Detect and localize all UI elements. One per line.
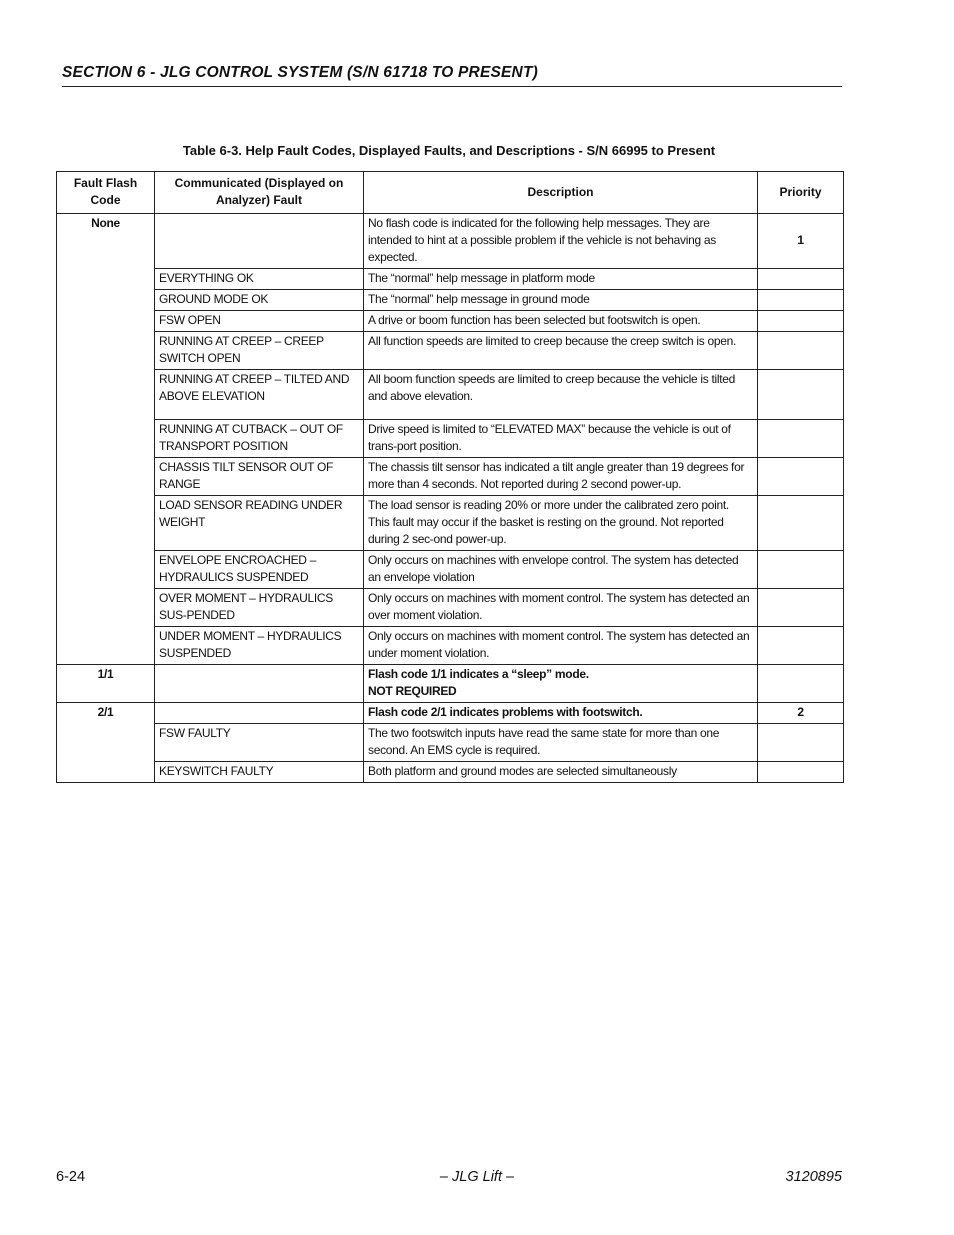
- table-row: [57, 458, 844, 496]
- description-cell: The “normal” help message in ground mode: [364, 290, 758, 311]
- description-cell: The chassis tilt sensor has indicated a tilt angle greater than 19 degrees for more than 4 seconds. Not reported during 2 second power-up.: [364, 458, 758, 496]
- priority-cell: [758, 458, 844, 496]
- fault-cell: FSW FAULTY: [155, 724, 364, 762]
- priority-cell: [758, 551, 844, 589]
- flash-code-cell: 1/1: [57, 665, 155, 703]
- fault-code-table: [56, 171, 844, 783]
- description-cell: Only occurs on machines with moment control. The system has detected an over moment violation.: [364, 589, 758, 627]
- table-row: [57, 496, 844, 551]
- description-cell: Only occurs on machines with moment control. The system has detected an under moment violation.: [364, 627, 758, 665]
- description-cell: The two footswitch inputs have read the same state for more than one second. An EMS cycle is required.: [364, 724, 758, 762]
- description-cell: All boom function speeds are limited to creep because the vehicle is tilted and above elevation.: [364, 370, 758, 420]
- flash-code-cell: None: [57, 214, 155, 269]
- flash-code-cell: [57, 762, 155, 783]
- flash-code-cell: [57, 420, 155, 458]
- priority-cell: [758, 290, 844, 311]
- table-row: [57, 665, 844, 703]
- priority-cell: [758, 332, 844, 370]
- fault-cell: EVERYTHING OK: [155, 269, 364, 290]
- fault-cell: CHASSIS TILT SENSOR OUT OF RANGE: [155, 458, 364, 496]
- fault-cell: UNDER MOMENT – HYDRAULICS SUSPENDED: [155, 627, 364, 665]
- description-cell: A drive or boom function has been selected but footswitch is open.: [364, 311, 758, 332]
- fault-cell: OVER MOMENT – HYDRAULICS SUS-PENDED: [155, 589, 364, 627]
- page-number: 6-24: [56, 1169, 86, 1185]
- flash-code-cell: [57, 290, 155, 311]
- description-cell: The load sensor is reading 20% or more under the calibrated zero point. This fault may occur if the basket is resting on the ground. Not reported during 2 sec-ond power-up.: [364, 496, 758, 551]
- table-row: [57, 311, 844, 332]
- description-cell: Both platform and ground modes are selected simultaneously: [364, 762, 758, 783]
- flash-code-cell: [57, 311, 155, 332]
- fault-cell: [155, 665, 364, 703]
- table-row: [57, 214, 844, 269]
- table-row: [57, 551, 844, 589]
- fault-cell: LOAD SENSOR READING UNDER WEIGHT: [155, 496, 364, 551]
- column-header-fault: Communicated (Displayed on Analyzer) Fault: [155, 172, 364, 214]
- priority-cell: 1: [758, 214, 844, 269]
- priority-cell: [758, 496, 844, 551]
- fault-cell: RUNNING AT CUTBACK – OUT OF TRANSPORT POSITION: [155, 420, 364, 458]
- priority-cell: 2: [758, 703, 844, 724]
- table-header-row: [57, 172, 844, 214]
- description-cell: [364, 665, 758, 703]
- description-cell: Only occurs on machines with envelope control. The system has detected an envelope violation: [364, 551, 758, 589]
- description-cell: No flash code is indicated for the following help messages. They are intended to hint at a possible problem if the vehicle is not behaving as expected.: [364, 214, 758, 269]
- priority-cell: [758, 269, 844, 290]
- column-header-code: Fault Flash Code: [57, 172, 155, 214]
- fault-cell: RUNNING AT CREEP – TILTED AND ABOVE ELEVATION: [155, 370, 364, 420]
- flash-code-cell: [57, 724, 155, 762]
- priority-cell: [758, 589, 844, 627]
- flash-code-cell: [57, 627, 155, 665]
- priority-cell: [758, 311, 844, 332]
- table-row: [57, 724, 844, 762]
- flash-code-cell: 2/1: [57, 703, 155, 724]
- flash-code-cell: [57, 589, 155, 627]
- table-row: [57, 762, 844, 783]
- description-cell: All function speeds are limited to creep because the creep switch is open.: [364, 332, 758, 370]
- fault-cell: [155, 214, 364, 269]
- fault-cell: [155, 703, 364, 724]
- fault-cell: FSW OPEN: [155, 311, 364, 332]
- table-row: [57, 290, 844, 311]
- table-row: [57, 589, 844, 627]
- priority-cell: [758, 724, 844, 762]
- table-row: [57, 627, 844, 665]
- flash-code-cell: [57, 496, 155, 551]
- flash-code-cell: [57, 269, 155, 290]
- fault-cell: ENVELOPE ENCROACHED – HYDRAULICS SUSPENDED: [155, 551, 364, 589]
- fault-cell: RUNNING AT CREEP – CREEP SWITCH OPEN: [155, 332, 364, 370]
- table-row: [57, 420, 844, 458]
- table-row: [57, 703, 844, 724]
- table-row: [57, 332, 844, 370]
- not-required-note: NOT REQUIRED: [368, 684, 457, 698]
- flash-code-cell: [57, 370, 155, 420]
- description-cell: The “normal” help message in platform mode: [364, 269, 758, 290]
- table-row: [57, 269, 844, 290]
- description-cell: Drive speed is limited to “ELEVATED MAX” because the vehicle is out of trans-port position.: [364, 420, 758, 458]
- priority-cell: [758, 627, 844, 665]
- column-header-description: Description: [364, 172, 758, 214]
- fault-cell: GROUND MODE OK: [155, 290, 364, 311]
- flash-code-cell: [57, 458, 155, 496]
- flash-code-cell: [57, 332, 155, 370]
- table-row: [57, 370, 844, 420]
- priority-cell: [758, 762, 844, 783]
- document-number: 3120895: [785, 1169, 842, 1185]
- fault-cell: KEYSWITCH FAULTY: [155, 762, 364, 783]
- table-title: Table 6-3. Help Fault Codes, Displayed Faults, and Descriptions - S/N 66995 to Present: [182, 143, 716, 158]
- footer-brand: – JLG Lift –: [439, 1169, 515, 1185]
- section-header: SECTION 6 - JLG CONTROL SYSTEM (S/N 61718 TO PRESENT): [62, 64, 842, 87]
- priority-cell: [758, 420, 844, 458]
- priority-cell: [758, 665, 844, 703]
- description-line: Flash code 1/1 indicates a “sleep” mode.: [368, 667, 589, 681]
- flash-code-cell: [57, 551, 155, 589]
- priority-cell: [758, 370, 844, 420]
- column-header-priority: Priority: [758, 172, 844, 214]
- description-cell: Flash code 2/1 indicates problems with footswitch.: [364, 703, 758, 724]
